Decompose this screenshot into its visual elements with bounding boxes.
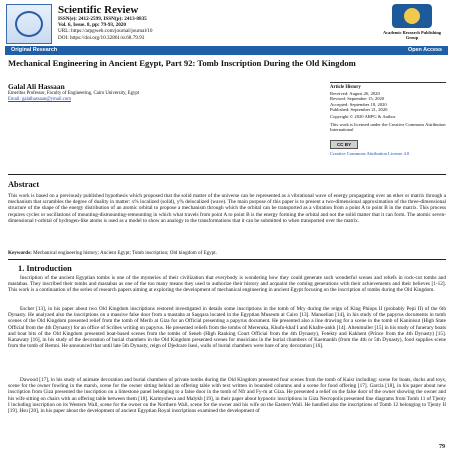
journal-info [58, 4, 358, 41]
author-name: Galal Ali Hassaan [8, 82, 65, 91]
article-history-label: Article History [330, 85, 361, 90]
intro-paragraph-1: Inscription of the ancient Egyptian tombs is one of the mysteries of their civilization that everybody is wondering how they could generate such wonderful scenes and reliefs in rock-cut tombs and mastabas. They inscribed their tombs and mastabas as one of the too many means they used to authorize their history and acquaint the coming generations with their achievements and their believes [1-12]. This work is a continuation of the series of research papers aiming at exploring the development of mechanical engineering in ancient Egypt focusing on the inscription of tombs during the Old Kingdom. [8, 275, 446, 294]
keywords-label: Keywords: [8, 250, 32, 256]
copyright-notice: Copyright © 2020 ARPG & Author [330, 114, 396, 120]
journal-issn: ISSN(e): 2412-2599, ISSN(p): 2413-8835 [58, 16, 147, 22]
received-date: Received: August 26, 2020 [330, 90, 380, 96]
journal-url[interactable]: URL: https://arpgweb.com/journal/journal/10 [58, 28, 153, 35]
publisher-logo [377, 4, 447, 44]
article-history [330, 82, 446, 156]
intro-paragraph-2: Escher [13], in his paper about two Old Kingdom inscriptions restored investigated in details some inscriptions in the tomb of Mry during the reign of King Phiops II (probably Pepi II) of the 6th Dynasty. He analyzed also the inscriptions on a massive false door from a mastaba at Saqqara located in the Egyptian Museum at Cairo [13]. Manuelian [14], in his study of the papyrus documents in tomb scenes of the Old Kingdom presented relief from the tomb of Merib at Giza for an Official presenting a papyrus document. He presented also a line drawing for a scene in the tomb of Kaninisut (High State Official from the 4th Dynasty) for an office of Scribes writing on papyrus. He presented reliefs from the tombs of Mereruka, Khufu-khaf I and Khafre-ankh [14]. Altenmuller [15] in his study of funerary boats and boat bits of the Old Kingdom presented boat-based scenes from the tombs of Seneb (High Ranking Court Official from the 4th Dynasty), Fetekty and Kakhent (Prince from the 4th Dynasty) [15]. Kanawaty [16], in his study of the decoration of burial chambers in the Old Kingdom presented scenes for musicians in the burial chambers of Kaemankh (from the 4th or 5th Dynasty), food supplies scene from the tomb of Remni. He announced that until late 5th Dynasty, reign of Djedcare Isesi, walls of burial chambers were bare of any decoration [16]. [8, 306, 446, 350]
article-title: Mechanical Engineering in Ancient Egypt, Part 92: Tomb Inscription During the Old Kingdom [8, 58, 356, 68]
journal-name: Scientific Review [58, 4, 139, 16]
abstract-text: This work is based on a previously published hypothesis which proposed that the solid matter of the universe can be represented as a vibrational wave of energy propagating over an ether or matrix through a mechanism that scrambles the degree of duality in matter: x% localized (solid), y% delocalized (wave). The main purpose of this paper is to present a two-dimensional approximation of the three-dimensional structure of the shape of the energy distribution of an atomic orbital to propose a mechanism through which the orbital can be transported as a vibration from a point A to point B in the matrix. This process requires cycles or oscillations of mounting-dismounting-remounting in which what travels from point A to point B is the energy forming the orbital and not the solid matter that it can form. The atomic seven-dimensional t-orbital of hydrogen-like atoms is used as a model to show an analogy to the transformations that it can be submitted to when transported over the matrix. [8, 193, 446, 224]
license-link[interactable]: Creative Commons Attribution License 4.0 [330, 150, 410, 156]
article-type: Original Research [11, 47, 58, 53]
journal-doi[interactable]: DOI: https://doi.org/10.32861/sr.68.79.93 [58, 34, 145, 41]
author-email-link[interactable]: Email: galalhassaan@ymail.com [8, 96, 72, 102]
publisher-emblem-icon [392, 4, 432, 28]
author-block [8, 82, 308, 103]
divider [8, 259, 446, 260]
revised-date: Revised: September 15, 2020 [330, 96, 385, 102]
open-access-label: Open Access [408, 47, 442, 53]
divider [8, 174, 446, 175]
keywords [8, 250, 446, 256]
introduction-heading: 1. Introduction [18, 264, 72, 273]
accepted-date: Accepted: September 18, 2020 [330, 101, 387, 107]
page-number: 79 [439, 444, 445, 450]
published-date: Published: September 21, 2020 [330, 107, 388, 113]
journal-volume: Vol. 6, Issue. 8, pp: 79-93, 2020 [58, 22, 126, 29]
author-affiliation: Emeritus Professor, Faculty of Engineering, Cairo University, Egypt [8, 91, 140, 96]
journal-header [6, 4, 447, 44]
article-type-band [5, 46, 448, 55]
intro-paragraph-3: Dawood [17], in his study of animate decoration and burial chambers of private tombs during the Old Kingdom presented four scenes from the tomb of Kaisr including: scene for boats, ducks and toys, scene for the owner fowling in the marsh, scene for the owner sitting behind an offering table with text written in bounded columns and a scene for food offering [17]. Garcia [18], in his paper about new inscription from Giza presented the inscription on a limestone panel belonging to a false door in the tomb of Nfr and Fy-m at Giza. He presented a relief on the false door of the owner showing the owner and his wife sitting on chairs with an offering table between them [18]. Karmysheva and Malykh [19], in their paper about hypnotic inscriptions in Giza Necropolis presented line diagrams from Tomb 11 of Tjenty I including inscription on its Western Wall, scene for the owner on the Northern Wall, scene for the owner and his wife on the Eastern Wall. He handled also the inscriptions of Tomb 12 belonging to Tjenty II [19]. Hsu [20], in his paper about the development of ancient Egyptian Royal inscriptions examined the development of [8, 377, 446, 415]
abstract-heading: Abstract [8, 180, 40, 189]
keywords-list: Mechanical engineering history; Ancient Egypt; Tomb inscription; Old kingdom of Egypt. [33, 250, 217, 256]
license-note: This work is licensed under the Creative Commons Attribution International [330, 121, 446, 133]
cc-by-icon: CC BY [330, 140, 358, 149]
journal-cover-logo [6, 4, 52, 44]
publisher-name: Academic Research Publishing Group [383, 30, 441, 40]
